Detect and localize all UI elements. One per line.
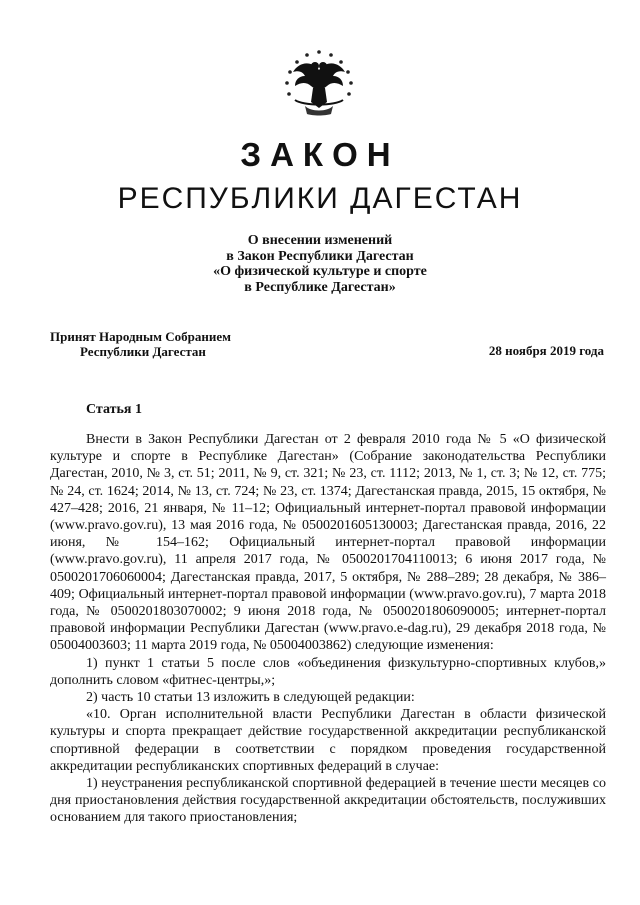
adoption-date: 28 ноября 2019 года bbox=[488, 343, 604, 358]
article-paragraph: Внести в Закон Республики Дагестан от 2 февраля 2010 года № 5 «О физической культуре и спорте в Республике Дагестан» (Собрание законодательства Республики Дагестан, 2010, № 3, ст. 51; 2011, № 9, ст. 321; № 23, ст. 1112; 2013, № 1, ст. 3; № 12, ст. 775; № 24, ст. 1624; 2014, № 13, ст. 724; № 23, ст. 1374; Дагестанская правда, 2015, 15 октября, № 427–428; 2016, 21 января, № 11–12; Официальный интернет-портал правовой информации (www.pravo.gov.ru), 13 мая 2016 года, № 0500201605130003; Дагестанская правда, 2016, 22 июня, № 154–162; Официальный интернет-портал правовой информации (www.pravo.gov.ru), 11 апреля 2017 года, № 0500201704110013; 6 июня 2017 года, № 0500201706060004; Дагестанская правда, 2017, 5 октября, № 288–289; 28 декабря, № 386–409; Официальный интернет-портал правовой информации (www.pravo.gov.ru), 7 марта 2018 года, № 0500201803070002; 9 июня 2018 года, № 0500201806090005; интернет-портал правовой информации Республики Дагестан (www.pravo.e-dag.ru), 29 декабря 2018 года, № 05004003603; 11 марта 2019 года, № 05004003862) следующие изменения: bbox=[50, 432, 606, 654]
article-paragraph: 1) неустранения республиканской спортивной федерацией в течение шести месяцев со дня приостановления действия государственной аккредитации обстоятельств, послуживших основанием для такого приостановления; bbox=[50, 776, 606, 826]
article-paragraph: 2) часть 10 статьи 13 изложить в следующей редакции: bbox=[86, 690, 415, 706]
eagle-icon bbox=[281, 48, 357, 118]
law-name-line: «О физической культуре и спорте bbox=[213, 264, 427, 279]
document-title: ЗАКОН bbox=[240, 136, 400, 173]
coat-of-arms-emblem bbox=[281, 48, 357, 118]
law-name-line: в Закон Республики Дагестан bbox=[226, 248, 414, 264]
adopted-line-2: Республики Дагестан bbox=[80, 344, 206, 359]
article-paragraph: «10. Орган исполнительной власти Республики Дагестан в области физической культуры и спорта прекращает действие государственной аккредитации республиканской спортивной федерации в соответствии с порядком проведения государственной аккредитации республиканских спортивных федераций в случае: bbox=[50, 707, 606, 774]
law-name-line: в Республике Дагестан» bbox=[244, 279, 396, 295]
article-body bbox=[50, 431, 606, 827]
adoption-authority bbox=[50, 329, 231, 359]
law-name bbox=[0, 233, 640, 295]
adopted-line-1: Принят Народным Собранием bbox=[50, 329, 232, 344]
law-name-line: О внесении изменений bbox=[247, 233, 393, 248]
article-heading: Статья 1 bbox=[86, 402, 142, 417]
article-paragraph: 1) пункт 1 статьи 5 после слов «объединения физкультурно-спортивных клубов,» дополнить словом «фитнес-центры,»; bbox=[50, 655, 606, 688]
document-subtitle: РЕСПУБЛИКИ ДАГЕСТАН bbox=[117, 182, 523, 215]
